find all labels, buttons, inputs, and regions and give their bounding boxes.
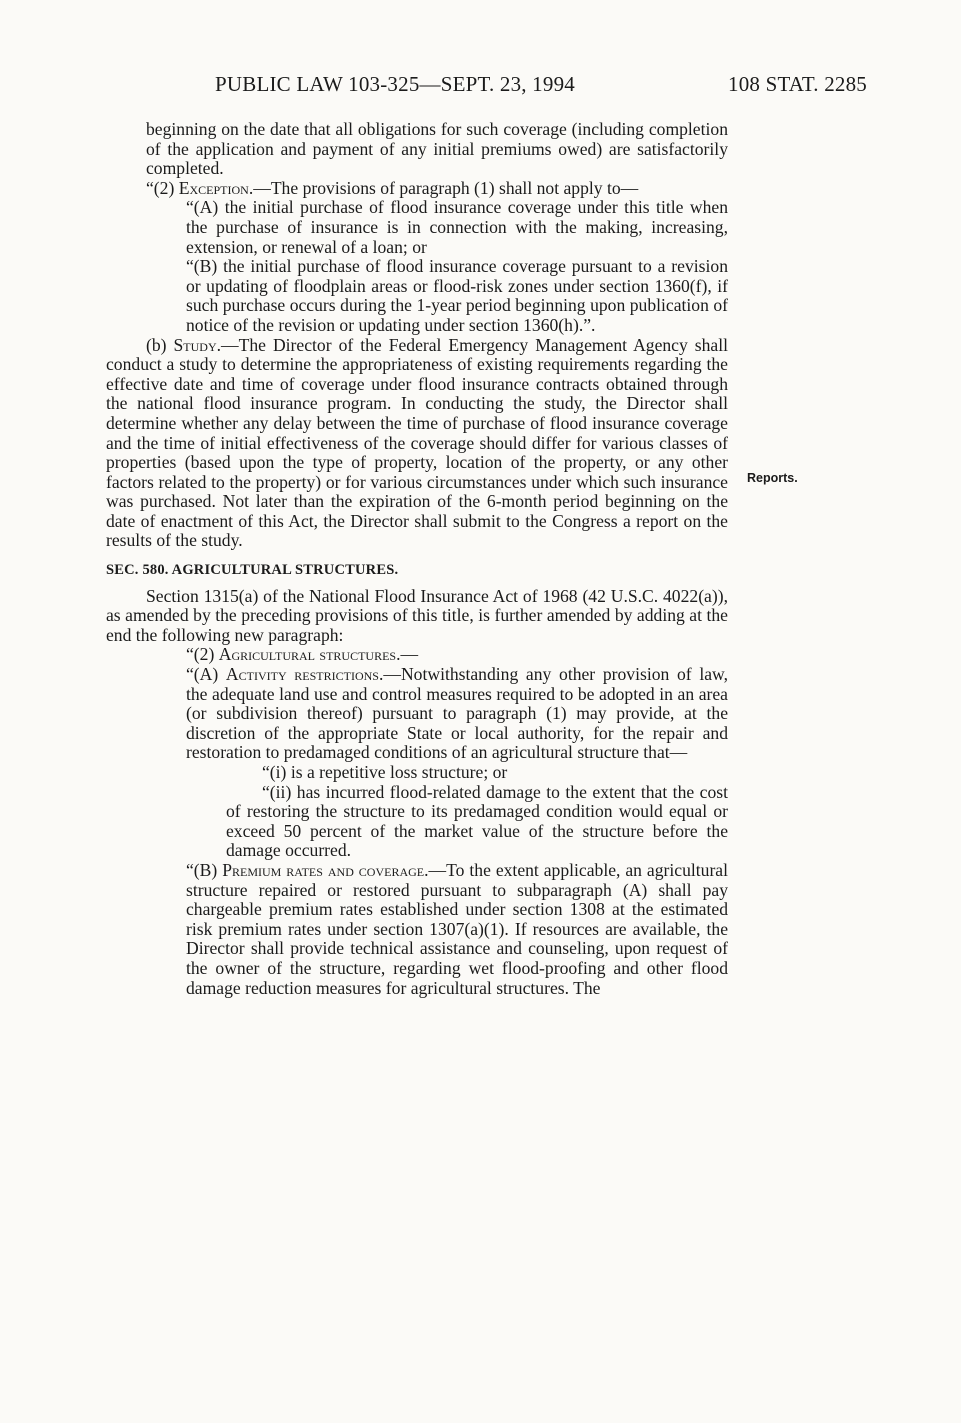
page-header xyxy=(215,72,867,100)
subparagraph-b: “(B) the initial purchase of flood insurance coverage pursuant to a revision or updating of floodplain areas or flood-risk zones under section 1360(f), if such purchase occurs during the 1-year period beginning upon publication of notice of the revision or updating under section 1360(h).”. xyxy=(186,256,728,335)
clause-ii: “(ii) has incurred flood-related damage to the extent that the cost of restoring the structure to its predamaged condition would equal or exceed 50 percent of the market value of the structure before the damage occurred. xyxy=(226,781,728,861)
activity-heading: Activity restrictions. xyxy=(225,664,384,685)
paragraph-2-exception: “(2) Exception.—The provisions of paragraph (1) shall not apply to— xyxy=(146,177,639,198)
subparagraph-b-premium: “(B) Premium rates and coverage.—To the extent applicable, an agricultural structure repaired or restored pursuant to subparagraph (A) shall pay chargeable premium rates established under section 1308 at the estimated risk premium rates under section 1307(a)(1). If resources are available, the Director shall provide technical assistance and counseling, upon request of the owner of the structure, regarding wet flood-proofing and other flood damage reduction measures for agricultural structures. The xyxy=(186,859,729,998)
study-heading: Study. xyxy=(173,334,222,355)
section-title: SEC. 580. AGRICULTURAL STRUCTURES. xyxy=(106,562,399,579)
section-580-text: Section 1315(a) of the National Flood Insurance Act of 1968 (42 U.S.C. 4022(a)), as amended by the preceding provisions of this title, is further amended by adding at the end the following new paragraph: xyxy=(106,585,728,645)
agricultural-heading: Agricultural structures. xyxy=(218,644,401,665)
subparagraph-a: “(A) the initial purchase of flood insurance coverage under this title when the purchase of insurance is in connection with the making, increasing, extension, or renewal of a loan; or xyxy=(186,197,728,257)
clause-i: “(i) is a repetitive loss structure; or xyxy=(262,762,508,782)
premium-heading: Premium rates and coverage. xyxy=(222,859,429,880)
continuation-paragraph: beginning on the date that all obligations for such coverage (including completion of the application and payment of any initial premiums owed) are satisfactorily completed. xyxy=(146,119,728,179)
margin-note-reports: Reports. xyxy=(747,471,798,485)
exception-heading: Exception. xyxy=(178,177,254,198)
running-head: PUBLIC LAW 103-325—SEPT. 23, 1994 xyxy=(215,72,575,96)
paragraph-2-agricultural: “(2) Agricultural structures.— xyxy=(186,644,419,665)
stat-page-number: 108 STAT. 2285 xyxy=(728,72,867,96)
statute-body xyxy=(106,120,728,998)
subparagraph-a-activity: “(A) Activity restrictions.—Notwithstanding any other provision of law, the adequate land use and control measures required to be adopted in an area (or subdivision thereof) pursuant to paragraph (1) may provide, at the discretion of the appropriate State or local authority, for the repair and restoration to predamaged conditions of an agricultural structure that— xyxy=(186,664,728,763)
subsection-b-study: (b) Study.—The Director of the Federal Emergency Management Agency shall conduct a study to determine the appropriateness of existing requirements regarding the effective date and time of coverage under flood insurance contracts obtained through the national flood insurance program. In conducting the study, the Director shall determine whether any delay between the time of purchase of flood insurance coverage and the time of initial effectiveness of the coverage should differ for various classes of properties (based upon the type of property, location of the property, or any other factors related to the property) or for various circumstances under which such insurance was purchased. Not later than the expiration of the 6-month period beginning on the date of enactment of this Act, the Director shall submit to the Congress a report on the results of the study. xyxy=(106,334,728,551)
